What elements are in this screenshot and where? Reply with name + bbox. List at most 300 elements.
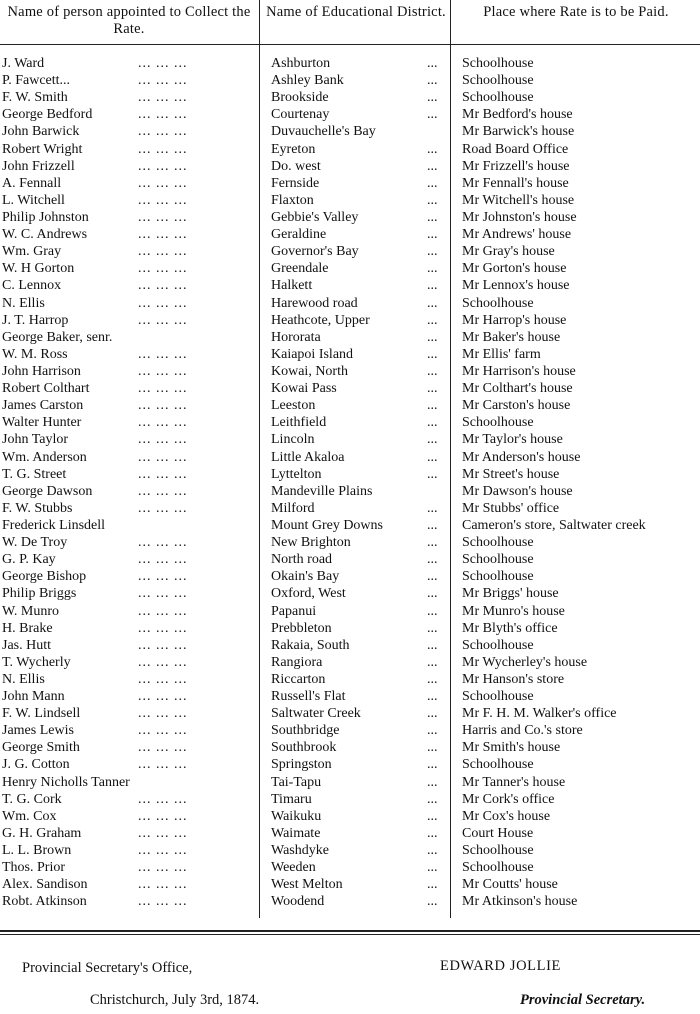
rate-place: Schoolhouse: [462, 73, 534, 89]
leader-dots: ...: [427, 432, 438, 448]
table-row: [0, 739, 700, 756]
collector-name: W. C. Andrews: [2, 227, 88, 243]
collector-name: George Bedford: [2, 107, 93, 123]
rate-place: Mr Smith's house: [462, 740, 561, 756]
collector-name: Robert Wright: [2, 141, 83, 157]
rate-place: Mr Carston's house: [462, 398, 571, 414]
leader-dots: ... ... ...: [138, 894, 188, 910]
leader-dots: ...: [427, 346, 438, 362]
table-row: [0, 688, 700, 705]
leader-dots: ...: [427, 723, 438, 739]
table-row: [0, 243, 700, 260]
collector-name: Robert Colthart: [2, 381, 90, 397]
leader-dots: ...: [427, 843, 438, 859]
leader-dots: ...: [427, 757, 438, 773]
leader-dots: ...: [427, 808, 438, 824]
district-name: Lincoln: [271, 432, 315, 448]
leader-dots: ... ... ...: [138, 209, 188, 225]
district-name: West Melton: [271, 877, 343, 893]
leader-dots: ... ... ...: [138, 689, 188, 705]
rate-place: Mr Gorton's house: [462, 261, 567, 277]
collector-name: G. P. Kay: [2, 552, 56, 568]
leader-dots: ... ... ...: [138, 860, 188, 876]
table-row: [0, 774, 700, 791]
district-name: Tai-Tapu: [271, 774, 322, 790]
leader-dots: ...: [427, 209, 438, 225]
leader-dots: ...: [427, 586, 438, 602]
collector-name: Jas. Hutt: [2, 637, 51, 653]
table-row: [0, 209, 700, 226]
table-row: [0, 722, 700, 739]
leader-dots: ... ... ...: [138, 483, 188, 499]
district-name: Fernside: [271, 175, 320, 191]
collector-name: Wm. Anderson: [2, 449, 87, 465]
rate-place: Mr Gray's house: [462, 244, 555, 260]
table-row: [0, 825, 700, 842]
district-name: Ashburton: [271, 56, 331, 71]
table-row: [0, 705, 700, 722]
rate-place: Mr Taylor's house: [462, 432, 563, 448]
leader-dots: ... ... ...: [138, 175, 188, 191]
collector-name: Walter Hunter: [2, 415, 82, 431]
footer-rule: [0, 934, 700, 935]
rate-place: Mr Wycherley's house: [462, 654, 588, 670]
rate-place: Mr Barwick's house: [462, 124, 575, 140]
district-name: Southbrook: [271, 740, 337, 756]
rate-place: Mr Lennox's house: [462, 278, 570, 294]
leader-dots: ... ... ...: [138, 192, 188, 208]
header-collector: Name of person appointed to Collect the Rate.: [7, 4, 251, 37]
leader-dots: ...: [427, 894, 438, 910]
district-name: Geraldine: [271, 227, 327, 243]
rate-place: Mr Baker's house: [462, 329, 561, 345]
rate-place: Mr Hanson's store: [462, 671, 565, 687]
leader-dots: ... ... ...: [138, 90, 188, 106]
table-row: [0, 466, 700, 483]
leader-dots: ...: [427, 517, 438, 533]
collector-name: George Dawson: [2, 483, 93, 499]
collector-name: James Lewis: [2, 723, 74, 739]
district-name: Brookside: [271, 90, 329, 106]
leader-dots: ... ... ...: [138, 706, 188, 722]
collector-name: J. T. Harrop: [2, 312, 69, 328]
leader-dots: ...: [427, 73, 438, 89]
district-name: Hororata: [271, 329, 321, 345]
district-name: Rangiora: [271, 654, 323, 670]
collector-name: T. Wycherly: [2, 654, 71, 670]
rate-place: Schoolhouse: [462, 637, 534, 653]
rate-place: Mr Harrison's house: [462, 363, 576, 379]
rate-place: Schoolhouse: [462, 295, 534, 311]
leader-dots: ...: [427, 244, 438, 260]
leader-dots: ...: [427, 295, 438, 311]
signatory-name: EDWARD JOLLIE: [440, 958, 561, 974]
leader-dots: ... ... ...: [138, 244, 188, 260]
rate-place: Mr Frizzell's house: [462, 158, 570, 174]
district-name: Springston: [271, 757, 332, 773]
table-row: [0, 859, 700, 876]
leader-dots: ... ... ...: [138, 346, 188, 362]
district-name: Kaiapoi Island: [271, 346, 354, 362]
table-row: [0, 483, 700, 500]
table-row: [0, 551, 700, 568]
rate-place: Schoolhouse: [462, 689, 534, 705]
leader-dots: ...: [427, 192, 438, 208]
rate-place: Mr Atkinson's house: [462, 894, 578, 910]
leader-dots: ... ... ...: [138, 843, 188, 859]
rate-place: Mr Tanner's house: [462, 774, 566, 790]
leader-dots: ...: [427, 449, 438, 465]
leader-dots: ...: [427, 535, 438, 551]
table-row: [0, 141, 700, 158]
leader-dots: ...: [427, 877, 438, 893]
table-row: [0, 89, 700, 106]
table-row: [0, 603, 700, 620]
district-name: Leithfield: [271, 415, 327, 431]
leader-dots: ... ... ...: [138, 381, 188, 397]
header-place: Place where Rate is to be Paid.: [483, 4, 669, 20]
leader-dots: ... ... ...: [138, 552, 188, 568]
rate-place: Harris and Co.'s store: [462, 723, 583, 739]
leader-dots: ... ... ...: [138, 603, 188, 619]
table-row: [0, 123, 700, 140]
district-name: New Brighton: [271, 535, 351, 551]
rate-place: Schoolhouse: [462, 56, 534, 71]
district-name: Eyreton: [271, 141, 316, 157]
leader-dots: ... ... ...: [138, 500, 188, 516]
table-row: [0, 260, 700, 277]
district-name: Woodend: [271, 894, 325, 910]
collector-name: John Harrison: [2, 363, 81, 379]
collector-name: Wm. Gray: [2, 244, 62, 260]
rate-place: Mr Ellis' farm: [462, 346, 541, 362]
leader-dots: ...: [427, 825, 438, 841]
rate-place: Mr Andrews' house: [462, 227, 572, 243]
table-row: [0, 756, 700, 773]
table-row: [0, 380, 700, 397]
table-header: [0, 0, 700, 45]
district-name: Oxford, West: [271, 586, 346, 602]
collector-name: F. W. Lindsell: [2, 706, 81, 722]
date-line: Christchurch, July 3rd, 1874.: [90, 992, 260, 1008]
rate-place: Mr Blyth's office: [462, 620, 558, 636]
leader-dots: ... ... ...: [138, 432, 188, 448]
collector-name: J. G. Cotton: [2, 757, 70, 773]
table-body: [0, 55, 700, 910]
collector-name: F. W. Stubbs: [2, 500, 73, 516]
leader-dots: ...: [427, 56, 438, 71]
rate-place: Mr Fennall's house: [462, 175, 569, 191]
district-name: Timaru: [271, 791, 312, 807]
rate-place: Mr Colthart's house: [462, 381, 573, 397]
district-name: Mount Grey Downs: [271, 517, 383, 533]
footer-rule: [0, 930, 700, 932]
leader-dots: ... ... ...: [138, 261, 188, 277]
leader-dots: ... ... ...: [138, 740, 188, 756]
leader-dots: ... ... ...: [138, 637, 188, 653]
district-name: Do. west: [271, 158, 321, 174]
district-name: Ashley Bank: [271, 73, 344, 89]
collector-name: Henry Nicholls Tanner: [2, 774, 130, 790]
table-row: [0, 329, 700, 346]
table-row: [0, 449, 700, 466]
collector-name: John Mann: [2, 689, 65, 705]
district-name: Courtenay: [271, 107, 330, 123]
district-name: Leeston: [271, 398, 316, 414]
leader-dots: ... ... ...: [138, 73, 188, 89]
leader-dots: ... ... ...: [138, 757, 188, 773]
leader-dots: ...: [427, 90, 438, 106]
leader-dots: ...: [427, 175, 438, 191]
district-name: Southbridge: [271, 723, 340, 739]
rate-place: Schoolhouse: [462, 535, 534, 551]
leader-dots: ...: [427, 158, 438, 174]
leader-dots: ... ... ...: [138, 56, 188, 71]
collector-name: W. Munro: [2, 603, 60, 619]
table-row: [0, 654, 700, 671]
collector-name: W. M. Ross: [2, 346, 68, 362]
table-row: [0, 346, 700, 363]
district-name: Riccarton: [271, 671, 326, 687]
leader-dots: ...: [427, 654, 438, 670]
leader-dots: ...: [427, 774, 438, 790]
district-name: Prebbleton: [271, 620, 332, 636]
district-name: Harewood road: [271, 295, 358, 311]
leader-dots: ...: [427, 740, 438, 756]
signatory-title: Provincial Secretary.: [520, 992, 646, 1008]
table-row: [0, 397, 700, 414]
leader-dots: ...: [427, 381, 438, 397]
table-row: [0, 791, 700, 808]
collector-name: J. Ward: [2, 56, 45, 71]
collector-name: C. Lennox: [2, 278, 62, 294]
district-name: Halkett: [271, 278, 313, 294]
table-row: [0, 637, 700, 654]
leader-dots: ...: [427, 706, 438, 722]
leader-dots: ... ... ...: [138, 398, 188, 414]
collector-name: L. L. Brown: [2, 843, 72, 859]
rate-place: Cameron's store, Saltwater creek: [462, 517, 646, 533]
leader-dots: ... ... ...: [138, 586, 188, 602]
district-name: Papanui: [271, 603, 317, 619]
district-name: Little Akaloa: [271, 449, 345, 465]
table-row: [0, 414, 700, 431]
table-row: [0, 893, 700, 910]
district-name: North road: [271, 552, 333, 568]
leader-dots: ... ... ...: [138, 158, 188, 174]
district-name: Lyttelton: [271, 466, 322, 482]
collector-name: W. De Troy: [2, 535, 68, 551]
leader-dots: ...: [427, 415, 438, 431]
leader-dots: ...: [427, 329, 438, 345]
district-name: Washdyke: [271, 843, 329, 859]
office-line: Provincial Secretary's Office,: [22, 960, 193, 976]
rate-place: Mr Coutts' house: [462, 877, 558, 893]
leader-dots: ...: [427, 637, 438, 653]
leader-dots: ... ... ...: [138, 449, 188, 465]
leader-dots: ...: [427, 363, 438, 379]
district-name: Saltwater Creek: [271, 706, 361, 722]
rate-place: Schoolhouse: [462, 415, 534, 431]
collector-name: G. H. Graham: [2, 825, 82, 841]
leader-dots: ...: [427, 860, 438, 876]
rate-place: Schoolhouse: [462, 757, 534, 773]
district-name: Russell's Flat: [271, 689, 346, 705]
collector-name: W. H Gorton: [2, 261, 75, 277]
table-row: [0, 55, 700, 72]
leader-dots: ...: [427, 107, 438, 123]
collector-name: N. Ellis: [2, 295, 45, 311]
collector-name: John Taylor: [2, 432, 69, 448]
district-name: Heathcote, Upper: [271, 312, 370, 328]
district-name: Rakaia, South: [271, 637, 350, 653]
collector-name: Alex. Sandison: [2, 877, 88, 893]
table-row: [0, 842, 700, 859]
table-row: [0, 295, 700, 312]
rate-place: Schoolhouse: [462, 90, 534, 106]
rate-place: Mr Anderson's house: [462, 449, 581, 465]
table-row: [0, 517, 700, 534]
leader-dots: ... ... ...: [138, 124, 188, 140]
rate-place: Mr F. H. M. Walker's office: [462, 706, 617, 722]
table-row: [0, 431, 700, 448]
district-name: Waimate: [271, 825, 321, 841]
district-name: Governor's Bay: [271, 244, 359, 260]
leader-dots: ... ... ...: [138, 569, 188, 585]
leader-dots: ... ... ...: [138, 825, 188, 841]
leader-dots: ... ... ...: [138, 415, 188, 431]
table-row: [0, 312, 700, 329]
district-name: Kowai Pass: [271, 381, 337, 397]
district-name: Weeden: [271, 860, 316, 876]
collector-name: Philip Briggs: [2, 586, 77, 602]
collector-name: L. Witchell: [2, 192, 65, 208]
district-name: Greendale: [271, 261, 329, 277]
rate-place: Court House: [462, 825, 534, 841]
leader-dots: ...: [427, 620, 438, 636]
collector-name: Thos. Prior: [2, 860, 65, 876]
leader-dots: ... ... ...: [138, 723, 188, 739]
collector-name: F. W. Smith: [2, 90, 68, 106]
table-row: [0, 671, 700, 688]
table-row: [0, 106, 700, 123]
table-row: [0, 277, 700, 294]
collector-name: James Carston: [2, 398, 84, 414]
rate-place: Schoolhouse: [462, 843, 534, 859]
leader-dots: ...: [427, 466, 438, 482]
collector-name: Philip Johnston: [2, 209, 89, 225]
collector-name: George Baker, senr.: [2, 329, 113, 345]
leader-dots: ... ... ...: [138, 654, 188, 670]
table-row: [0, 72, 700, 89]
collector-name: T. G. Cork: [2, 791, 62, 807]
collector-name: George Smith: [2, 740, 80, 756]
leader-dots: ... ... ...: [138, 312, 188, 328]
collector-name: P. Fawcett...: [2, 73, 71, 89]
rate-place: Mr Stubbs' office: [462, 500, 560, 516]
district-name: Milford: [271, 500, 315, 516]
collector-name: John Barwick: [2, 124, 80, 140]
rate-place: Mr Cork's office: [462, 791, 555, 807]
leader-dots: ...: [427, 689, 438, 705]
leader-dots: ... ... ...: [138, 227, 188, 243]
table-row: [0, 534, 700, 551]
district-name: Duvauchelle's Bay: [271, 124, 376, 140]
table-row: [0, 500, 700, 517]
header-district: Name of Educational District.: [266, 4, 446, 20]
rate-place: Mr Harrop's house: [462, 312, 567, 328]
table-row: [0, 192, 700, 209]
leader-dots: ... ... ...: [138, 295, 188, 311]
leader-dots: ...: [427, 227, 438, 243]
collector-name: H. Brake: [2, 620, 53, 636]
leader-dots: ... ... ...: [138, 877, 188, 893]
leader-dots: ...: [427, 261, 438, 277]
leader-dots: ... ... ...: [138, 466, 188, 482]
rate-place: Schoolhouse: [462, 860, 534, 876]
collector-name: Frederick Linsdell: [2, 517, 106, 533]
leader-dots: ...: [427, 141, 438, 157]
table-row: [0, 226, 700, 243]
table-row: [0, 175, 700, 192]
collector-name: Wm. Cox: [2, 808, 57, 824]
collector-name: Robt. Atkinson: [2, 894, 87, 910]
leader-dots: ... ... ...: [138, 620, 188, 636]
rate-place: Mr Munro's house: [462, 603, 565, 619]
district-name: Waikuku: [271, 808, 322, 824]
leader-dots: ...: [427, 603, 438, 619]
rate-place: Mr Johnston's house: [462, 209, 577, 225]
leader-dots: ...: [427, 398, 438, 414]
table-row: [0, 876, 700, 893]
leader-dots: ... ... ...: [138, 808, 188, 824]
leader-dots: ... ... ...: [138, 791, 188, 807]
district-name: Okain's Bay: [271, 569, 340, 585]
table-row: [0, 585, 700, 602]
rate-place: Mr Street's house: [462, 466, 560, 482]
leader-dots: ...: [427, 312, 438, 328]
district-name: Kowai, North: [271, 363, 348, 379]
rate-place: Mr Witchell's house: [462, 192, 575, 208]
leader-dots: ...: [427, 552, 438, 568]
leader-dots: ... ... ...: [138, 107, 188, 123]
district-name: Mandeville Plains: [271, 483, 373, 499]
rate-place: Mr Cox's house: [462, 808, 551, 824]
rate-place: Mr Bedford's house: [462, 107, 573, 123]
leader-dots: ... ... ...: [138, 671, 188, 687]
rate-place: Road Board Office: [462, 141, 569, 157]
leader-dots: ...: [427, 500, 438, 516]
collector-name: George Bishop: [2, 569, 87, 585]
collector-name: N. Ellis: [2, 671, 45, 687]
rate-place: Schoolhouse: [462, 569, 534, 585]
table-row: [0, 363, 700, 380]
table-row: [0, 620, 700, 637]
district-name: Flaxton: [271, 192, 314, 208]
collector-name: John Frizzell: [2, 158, 75, 174]
leader-dots: ... ... ...: [138, 363, 188, 379]
leader-dots: ... ... ...: [138, 141, 188, 157]
rate-place: Mr Briggs' house: [462, 586, 559, 602]
leader-dots: ... ... ...: [138, 535, 188, 551]
rate-place: Mr Dawson's house: [462, 483, 573, 499]
table-row: [0, 158, 700, 175]
leader-dots: ...: [427, 791, 438, 807]
table-row: [0, 808, 700, 825]
collector-name: T. G. Street: [2, 466, 67, 482]
leader-dots: ...: [427, 569, 438, 585]
collector-name: A. Fennall: [2, 175, 62, 191]
